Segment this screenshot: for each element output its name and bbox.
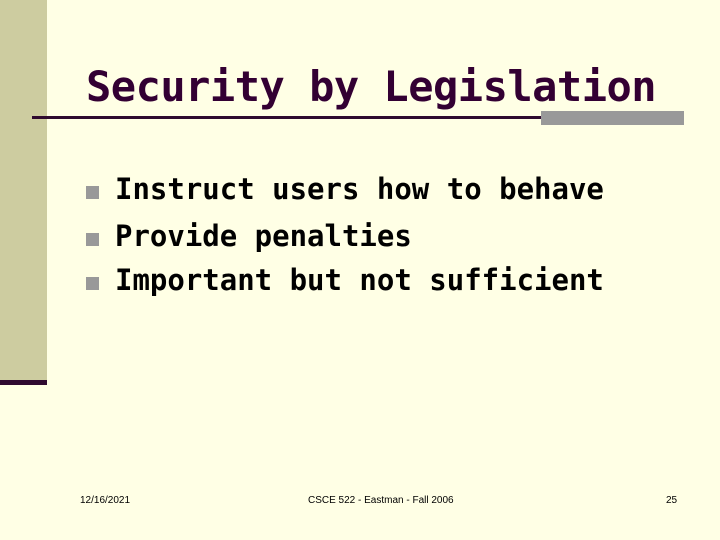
- square-bullet-icon: [86, 186, 99, 199]
- footer-page-number: 25: [666, 495, 678, 506]
- bullet-list: [86, 172, 686, 310]
- bullet-item-not-sufficient: [86, 263, 686, 298]
- bullet-text: Provide penalties: [115, 219, 412, 253]
- footer-date: 12/16/2021: [80, 495, 131, 506]
- bullet-text: Instruct users how to behave: [115, 172, 604, 206]
- footer-course-label: CSCE 522 - Eastman - Fall 2006: [308, 495, 454, 506]
- slide-title: Security by Legislation: [86, 62, 657, 111]
- bullet-item-penalties: [86, 219, 686, 254]
- left-band-bottom-edge: [0, 380, 47, 385]
- square-bullet-icon: [86, 277, 99, 290]
- square-bullet-icon: [86, 233, 99, 246]
- left-decorative-band: [0, 0, 47, 385]
- title-rule-accent-block: [541, 111, 684, 125]
- bullet-text: Important but not sufficient: [115, 263, 604, 297]
- bullet-item-instruct-users: [86, 172, 686, 207]
